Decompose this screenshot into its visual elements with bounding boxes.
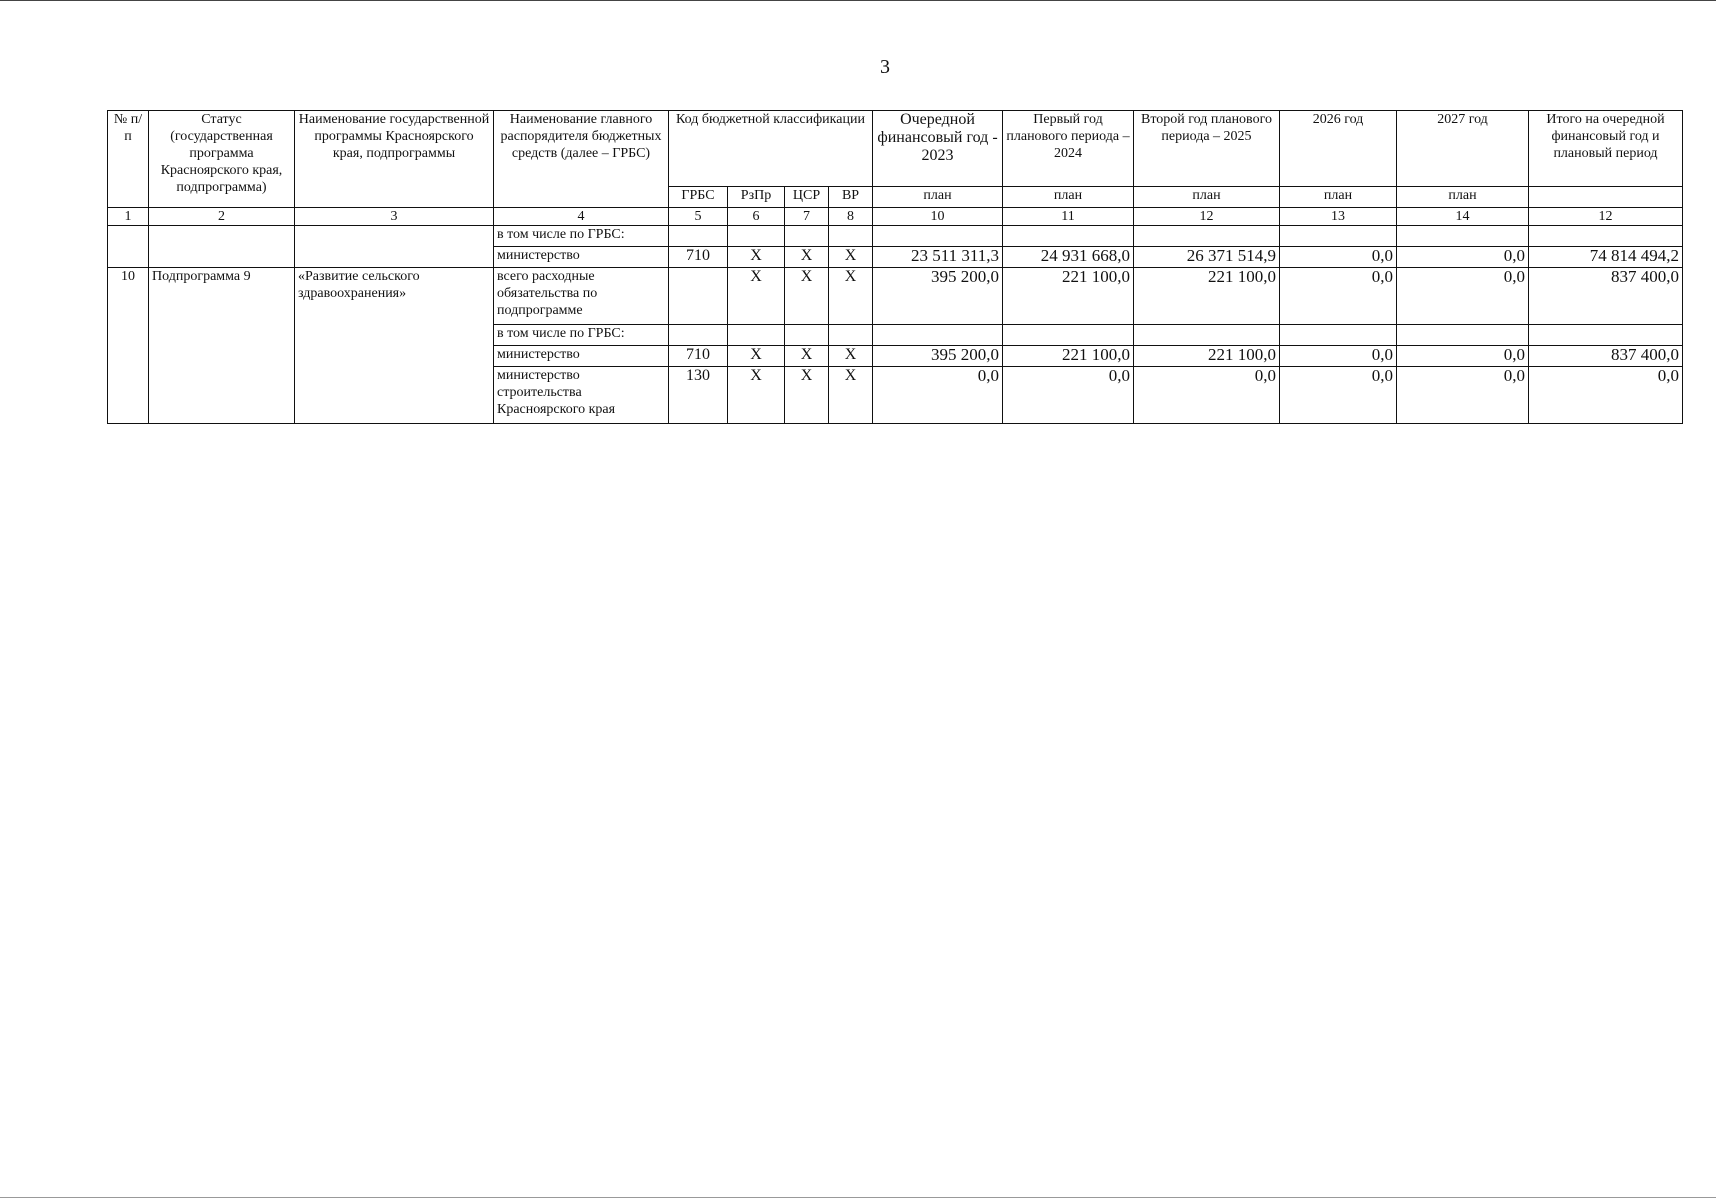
cell-grbs-name: министерство bbox=[494, 247, 669, 268]
cell-total: 837 400,0 bbox=[1529, 346, 1683, 367]
cell-total: 837 400,0 bbox=[1529, 268, 1683, 325]
cell-csr: Х bbox=[785, 367, 829, 424]
cell-rzpr: Х bbox=[728, 367, 785, 424]
cell-total: 0,0 bbox=[1529, 367, 1683, 424]
cell-vr: Х bbox=[829, 367, 873, 424]
cell-2023: 23 511 311,3 bbox=[873, 247, 1003, 268]
header-2026: 2026 год bbox=[1280, 111, 1397, 187]
cell-csr: Х bbox=[785, 346, 829, 367]
column-number: 3 bbox=[295, 208, 494, 226]
column-number: 8 bbox=[829, 208, 873, 226]
header-2025: Второй год планового периода – 2025 bbox=[1134, 111, 1280, 187]
cell-grbs-code: 710 bbox=[669, 247, 728, 268]
cell-rzpr: Х bbox=[728, 247, 785, 268]
budget-table bbox=[107, 110, 1683, 424]
scan-edge-top bbox=[0, 0, 1716, 1]
cell-2026: 0,0 bbox=[1280, 346, 1397, 367]
cell-2024: 0,0 bbox=[1003, 367, 1134, 424]
cell-no: 10 bbox=[108, 268, 149, 424]
cell-2024: 221 100,0 bbox=[1003, 268, 1134, 325]
cell-2023: 395 200,0 bbox=[873, 346, 1003, 367]
cell-grbs-code bbox=[669, 268, 728, 325]
header-program-name: Наименование государственной программы Красноярского края, подпрограммы bbox=[295, 111, 494, 208]
cell-2024: 221 100,0 bbox=[1003, 346, 1134, 367]
column-number: 10 bbox=[873, 208, 1003, 226]
cell-rzpr: Х bbox=[728, 268, 785, 325]
subheader-plan-2027: план bbox=[1397, 187, 1529, 208]
cell-program-name: «Развитие сельского здравоохранения» bbox=[295, 268, 494, 424]
cell-2025: 221 100,0 bbox=[1134, 268, 1280, 325]
cell-program-empty bbox=[295, 226, 494, 268]
subheader-rzpr: РзПр bbox=[728, 187, 785, 208]
cell-2023: 395 200,0 bbox=[873, 268, 1003, 325]
cell-2026: 0,0 bbox=[1280, 247, 1397, 268]
scan-edge-bottom bbox=[0, 1197, 1716, 1198]
subheader-grbs: ГРБС bbox=[669, 187, 728, 208]
cell-total: 74 814 494,2 bbox=[1529, 247, 1683, 268]
cell-2025: 0,0 bbox=[1134, 367, 1280, 424]
subheader-plan-2023: план bbox=[873, 187, 1003, 208]
column-number: 6 bbox=[728, 208, 785, 226]
cell-status: Подпрограмма 9 bbox=[149, 268, 295, 424]
cell-2026: 0,0 bbox=[1280, 367, 1397, 424]
column-number: 4 bbox=[494, 208, 669, 226]
cell-csr: Х bbox=[785, 247, 829, 268]
column-number: 12 bbox=[1134, 208, 1280, 226]
cell-2027: 0,0 bbox=[1397, 247, 1529, 268]
cell-grbs-name: в том числе по ГРБС: bbox=[494, 226, 669, 247]
cell-vr: Х bbox=[829, 247, 873, 268]
cell-2027: 0,0 bbox=[1397, 268, 1529, 325]
cell-vr: Х bbox=[829, 346, 873, 367]
column-number: 5 bbox=[669, 208, 728, 226]
column-number: 7 bbox=[785, 208, 829, 226]
column-number: 2 bbox=[149, 208, 295, 226]
cell-2025: 26 371 514,9 bbox=[1134, 247, 1280, 268]
subheader-plan-2024: план bbox=[1003, 187, 1134, 208]
table-row bbox=[108, 268, 1683, 325]
header-2027: 2027 год bbox=[1397, 111, 1529, 187]
header-status: Статус (государственная программа Красноярского края, подпрограмма) bbox=[149, 111, 295, 208]
subheader-total-empty bbox=[1529, 187, 1683, 208]
header-2023: Очередной финансовый год - 2023 bbox=[873, 111, 1003, 187]
cell-status-empty bbox=[149, 226, 295, 268]
cell-vr: Х bbox=[829, 268, 873, 325]
subheader-csr: ЦСР bbox=[785, 187, 829, 208]
cell-2024: 24 931 668,0 bbox=[1003, 247, 1134, 268]
cell-grbs-name: всего расходные обязательства по подпрограмме bbox=[494, 268, 669, 325]
page-number: 3 bbox=[880, 56, 890, 78]
cell-grbs-name: в том числе по ГРБС: bbox=[494, 325, 669, 346]
cell-grbs-name: министерство bbox=[494, 346, 669, 367]
header-2024: Первый год планового периода – 2024 bbox=[1003, 111, 1134, 187]
cell-2023: 0,0 bbox=[873, 367, 1003, 424]
column-number-row bbox=[108, 208, 1683, 226]
header-no: № п/п bbox=[108, 111, 149, 208]
table-row bbox=[108, 226, 1683, 247]
cell-rzpr: Х bbox=[728, 346, 785, 367]
header-budget-code: Код бюджетной классификации bbox=[669, 111, 873, 187]
cell-2027: 0,0 bbox=[1397, 346, 1529, 367]
column-number: 11 bbox=[1003, 208, 1134, 226]
cell-grbs-name: министерство строительства Красноярского края bbox=[494, 367, 669, 424]
cell-grbs-code: 130 bbox=[669, 367, 728, 424]
subheader-vr: ВР bbox=[829, 187, 873, 208]
header-total: Итого на очередной финансовый год и плановый период bbox=[1529, 111, 1683, 187]
cell-2025: 221 100,0 bbox=[1134, 346, 1280, 367]
cell-no-empty bbox=[108, 226, 149, 268]
cell-2027: 0,0 bbox=[1397, 367, 1529, 424]
cell-grbs-code: 710 bbox=[669, 346, 728, 367]
header-grbs-name: Наименование главного распорядителя бюджетных средств (далее – ГРБС) bbox=[494, 111, 669, 208]
column-number: 12 bbox=[1529, 208, 1683, 226]
column-number: 1 bbox=[108, 208, 149, 226]
column-number: 13 bbox=[1280, 208, 1397, 226]
cell-csr: Х bbox=[785, 268, 829, 325]
subheader-plan-2025: план bbox=[1134, 187, 1280, 208]
column-number: 14 bbox=[1397, 208, 1529, 226]
cell-2026: 0,0 bbox=[1280, 268, 1397, 325]
subheader-plan-2026: план bbox=[1280, 187, 1397, 208]
